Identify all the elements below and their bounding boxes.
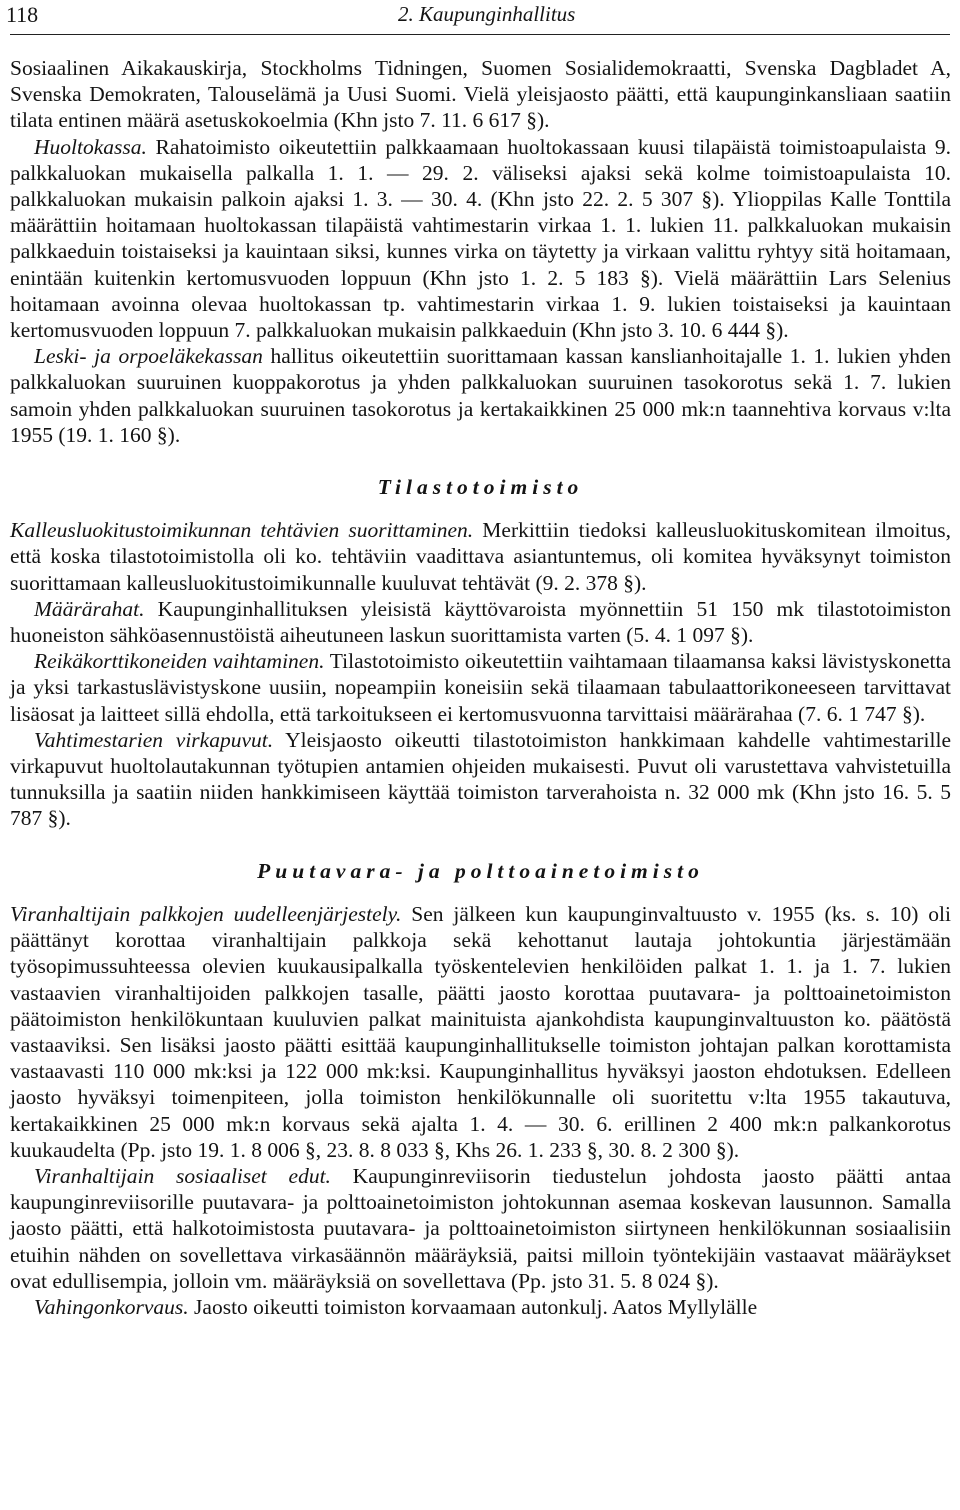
runin-heading: Määrärahat. [34, 596, 145, 621]
paragraph-huoltokassa [10, 134, 951, 344]
paragraph-text: Merkittiin tiedoksi kalleusluokituskomitean ilmoitus, että koska tilastotoimistolla oli ko. tehtäviin vaadittava asiantuntemus, oli komitea hyväksynyt toimiston suorittamaan kalleusluokitustoimikunnalle kuuluvat tehtävät (9. 2. 378 §). [10, 518, 951, 595]
page-header [0, 0, 960, 38]
header-rule [10, 34, 950, 35]
runin-heading: Reikäkorttikoneiden vaihtaminen. [34, 649, 325, 674]
running-title: 2. Kaupunginhallitus [398, 2, 576, 26]
page-body [10, 55, 951, 1320]
section-heading-statistics-office: Tilastotoimisto [377, 475, 584, 500]
page-number: 118 [6, 2, 39, 27]
section-heading-timber-fuel-office: Puutavara- ja polttoainetoimisto [257, 858, 704, 883]
paragraph-cost-classification [10, 517, 951, 596]
paragraph-text: Kaupunginhallituksen yleisistä käyttövaroista myönnettiin 51 150 mk tilastotoimiston huoneiston sähköasennustöistä aiheutuneen laskun suorittamista varten (5. 4. 1 097 §). [10, 596, 951, 648]
paragraph-text: Kaupunginreviisorin tiedustelun johdosta jaosto päätti antaa kaupunginreviisorille puutavara- ja polttoainetoimiston johtokunnan asemaa koskevan lausunnon. Samalla jaosto päätti, että halkotoimistosta puutavara- ja polttoainetoimiston siirtyneen henkilökunnan sosiaalisiin etuihin nähden on sovellettava virkasäännön määräyksiä, paitsi milloin työntekijäin vastaavat määräykset ovat edullisempia, jolloin vm. määräyksiä on sovellettava (Pp. jsto 31. 5. 8 024 §). [10, 1163, 951, 1293]
paragraph-appropriations [10, 596, 951, 648]
paragraph-text: Sen jälkeen kun kaupunginvaltuusto v. 1955 (ks. s. 10) oli päättänyt korottaa viranhaltijain palkkoja sekä kehottanut lautaja johtokuntia järjestämään työsopimussuhteessa olevien kuukausipalkalla työskentelevien henkilöiden palkat 1. 1. ja 1. 7. lukien vastaavien viranhaltijoiden palkkojen tasalle, päätti jaosto korottaa puutavara- ja polttoainetoimiston päätoimiston henkilökuntaan kuuluvien palkat mainituista ajankohdista kaupunginvaltuuston ko. päätöstä vastaaviksi. Sen lisäksi jaosto päätti esittää kaupunginhallitukselle toimiston johtajan palkan korottamista vastaavasti 110 000 mk:ksi ja 122 000 mk:ksi. Kaupunginhallitus hyväksyi jaoston ehdotuksen. Edelleen jaosto hyväksyi toimenpiteen, jolla toimiston henkilökunnalle oli suoritettu v:lta 1955 takautuva, kertakaikkinen 25 000 mk:n korvaus sekä ajalta 1. 4. — 30. 6. erillinen 2 400 mk:n palkankorotus kuukaudelta (Pp. jsto 19. 1. 8 006 §, 23. 8. 8 033 §, Khs 26. 1. 233 §, 30. 8. 2 300 §). [10, 901, 951, 1162]
paragraph-compensation [10, 1294, 951, 1320]
paragraph-salary-rearrangement [10, 901, 951, 1163]
paragraph-text: Yleisjaosto oikeutti tilastotoimiston hankkimaan kahdelle vahtimestarille virkapuvut huoltolautakunnan työtupien antamien ohjeiden mukaisesti. Puvut oli varustettava vahvistetuilla tunnuksilla ja saatiin niiden hankkimiseen käyttää toimiston tarverahoista n. 32 000 mk (Khn jsto 16. 5. 5 787 §). [10, 727, 951, 831]
paragraph-text: hallitus oikeutettiin suorittamaan kassan kanslianhoitajalle 1. 1. lukien yhden palkkaluokan suuruinen kuoppakorotus ja yhden palkkaluokan suuruinen tasokorotus sekä 1. 7. lukien samoin yhden palkkaluokan suuruinen tasokorotus ja kertakaikkinen 25 000 mk:n taannehtiva korvaus v:lta 1955 (19. 1. 160 §). [10, 344, 951, 447]
runin-heading: Vahingonkorvaus. [34, 1294, 189, 1319]
paragraph-text: Tilastotoimisto oikeutettiin vaihtamaan tilaamansa kaksi lävistyskonetta ja yksi tarkastuslävistyskone uusiin, nopeampiin koneisiin sekä tilaamaan tabulaattorikoneeseen tarvittavat lisäosat ja laitteet sillä ehdolla, että tarkoitukseen ei kertomusvuonna tarvittaisi määrärahaa (7. 6. 1 747 §). [10, 649, 951, 726]
paragraph-newspapers [10, 55, 951, 134]
runin-heading: Kalleusluokitustoimikunnan tehtävien suorittaminen. [10, 518, 474, 543]
runin-heading: Leski- ja orpoeläkekassan [34, 344, 263, 369]
runin-heading: Vahtimestarien virkapuvut. [34, 727, 274, 752]
paragraph-text: Jaosto oikeutti toimiston korvaamaan autonkulj. Aatos Myllylälle [188, 1294, 758, 1319]
paragraph-pension-fund [10, 343, 951, 448]
runin-heading: Viranhaltijain palkkojen uudelleenjärjestely. [10, 901, 402, 926]
paragraph-punch-card-machines [10, 648, 951, 727]
paragraph-social-benefits [10, 1163, 951, 1294]
paragraph-text: Sosiaalinen Aikakauskirja, Stockholms Tidningen, Suomen Sosialidemokraatti, Svenska Dagbladet A, Svenska Demokraten, Talouselämä ja Uusi Suomi. Vielä yleisjaosto päätti, että kaupunginkansliaan saatiin tilata entinen määrä asetuskokoelmia (Khn jsto 7. 11. 6 617 §). [10, 56, 951, 133]
runin-heading: Viranhaltijain sosiaaliset edut. [34, 1163, 331, 1188]
runin-heading: Huoltokassa. [34, 134, 147, 159]
paragraph-uniforms [10, 727, 951, 832]
paragraph-text: Rahatoimisto oikeutettiin palkkaamaan huoltokassaan kuusi tilapäistä toimistoapulaista 9. palkkaluokan mukaisella palkalla 1. 1. — 29. 2. väliseksi ajaksi sekä kolme toimistoapulaista 10. palkkaluokan mukaisin palkoin ajaksi 1. 3. — 30. 4. (Khn jsto 22. 2. 5 307 §). Ylioppilas Kalle Tonttila määrättiin hoitamaan huoltokassan tilapäistä vahtimestarin virkaa 1. 1. lukien 11. palkkaluokan mukaisin palkkaeduin toistaiseksi ja kauintaan siksi, kunnes virka on täytetty ja virkaan valittu ryhtyy sitä hoitamaan, enintään kuitenkin kertomusvuoden loppuun (Khn jsto 1. 2. 5 183 §). Vielä määrättiin Lars Selenius hoitamaan avoinna olevaa huoltokassan tp. vahtimestarin virkaa 1. 9. lukien toistaiseksi ja kauintaan kertomusvuoden loppuun 7. palkkaluokan mukaisin palkkaeduin (Khn jsto 3. 10. 6 444 §). [10, 134, 951, 343]
